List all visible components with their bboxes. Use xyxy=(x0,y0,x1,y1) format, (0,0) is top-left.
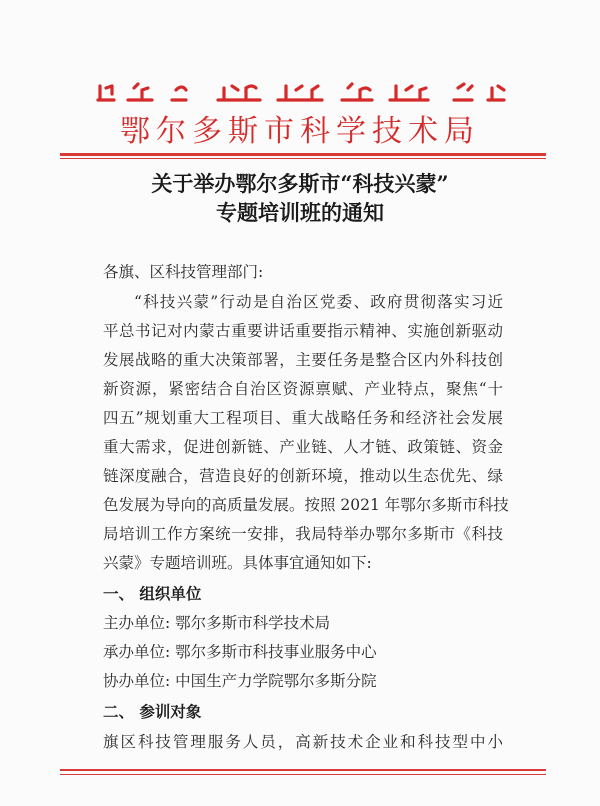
salutation: 各旗、区科技管理部门: xyxy=(103,263,264,281)
body-line: 四五”规划重大工程项目、重大战略任务和经济社会发展 xyxy=(103,409,503,427)
body-line: 发展战略的重大决策部署，主要任务是整合区内外科技创 xyxy=(103,351,503,369)
organizer-host: 主办单位: 鄂尔多斯市科学技术局 xyxy=(103,614,331,632)
body-line: 新资源，紧密结合自治区资源禀赋、产业特点，聚焦“十 xyxy=(103,380,503,398)
body-line: 局培训工作方案统一安排，我局特举办鄂尔多斯市《科技 xyxy=(103,525,503,543)
footer-divider xyxy=(60,769,546,771)
footer-divider-thin xyxy=(60,774,546,775)
body-line: 兴蒙》专题培训班。具体事宜通知如下: xyxy=(103,554,372,572)
body-line: 重大需求，促进创新链、产业链、人才链、政策链、资金 xyxy=(103,438,503,456)
header-divider-thin xyxy=(60,158,546,159)
body-line: 色发展为导向的高质量发展。按照 2021 年鄂尔多斯市科技 xyxy=(103,496,509,514)
participants-text: 旗区科技管理服务人员，高新技术企业和科技型中小 xyxy=(103,733,503,751)
notice-title-line1: 关于举办鄂尔多斯市“科技兴蒙” xyxy=(151,171,449,196)
body-line: 平总书记对内蒙古重要讲话重要指示精神、实施创新驱动 xyxy=(103,322,503,340)
section-heading-organizers: 一、 组织单位 xyxy=(103,584,202,603)
notice-title-line2: 专题培训班的通知 xyxy=(216,200,384,225)
section-heading-participants: 二、 参训对象 xyxy=(103,702,202,721)
body-line: “科技兴蒙”行动是自治区党委、政府贯彻落实习近 xyxy=(134,293,503,311)
body-line: 链深度融合，营造良好的创新环境，推动以生态优先、绿 xyxy=(103,467,503,485)
organizer-undertaker: 承办单位: 鄂尔多斯市科技事业服务中心 xyxy=(103,643,377,661)
organizer-co-host: 协办单位: 中国生产力学院鄂尔多斯分院 xyxy=(103,672,377,690)
org-name: 鄂尔多斯市科学技术局 xyxy=(120,114,480,149)
header-divider xyxy=(60,153,546,156)
mongolian-script-icon xyxy=(90,80,510,106)
